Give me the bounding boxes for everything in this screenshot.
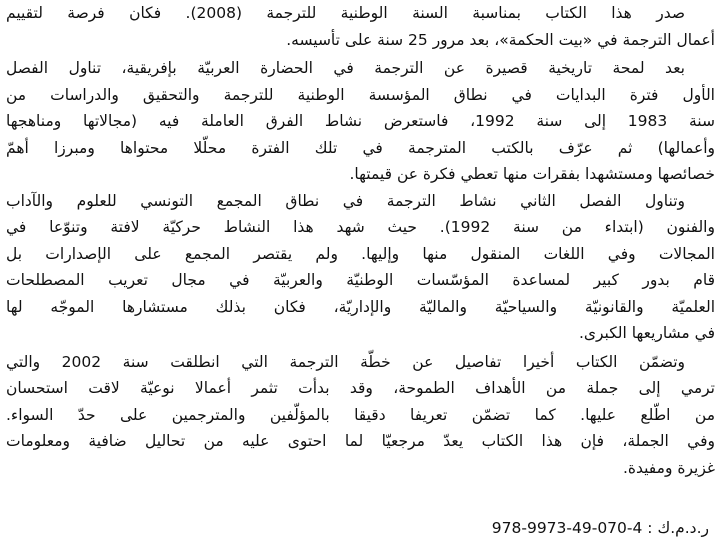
text-line: من اطّلع عليها. كما تضمّن تعريفا دقيقا بالمؤلّفين والمترجمين على حدّ السواء.: [6, 405, 715, 424]
text-line: بعد لمحة تاريخية قصيرة عن الترجمة في الحضارة العربيّة بإفريقية، تناول الفصل: [6, 59, 685, 77]
text-line: في مشاريعها الكبرى.: [578, 324, 715, 342]
isbn-line: [492, 515, 709, 541]
text-line: الأول فترة البدايات في نطاق المؤسسة الوطنية للترجمة والتحقيق والدراسات من: [6, 85, 715, 104]
text-line: والفنون (ابتداء من سنة 1992). حيث شهد هذا النشاط حركيّة لافتة وتنوّعا في: [6, 218, 715, 236]
text-line: وتضمّن الكتاب أخيرا تفاصيل عن خطّة الترجمة التي انطلقت سنة 2002 والتي: [6, 352, 685, 371]
text-line: غزيرة ومفيدة.: [622, 458, 715, 477]
text-line: قام بدور كبير لمساعدة المؤسّسات الوطنيّة والعربيّة في مجال تعريب المصطلحات: [6, 271, 715, 289]
paragraph-1: [6, 0, 715, 53]
paragraph-4: [6, 349, 715, 482]
text-line: وتناول الفصل الثاني نشاط الترجمة في نطاق المجمع التونسي للعلوم والآداب: [6, 191, 685, 210]
text-line: ترمي إلى جملة من الأهداف الطموحة، وقد بدأت تثمر أعمالا نوعيّة لاقت استحسان: [6, 379, 715, 397]
text-line: سنة 1983 إلى سنة 1992، فاستعرض نشاط الفرق العاملة فيه (مجالاتها ومناهجها: [6, 112, 715, 130]
text-line: صدر هذا الكتاب بمناسبة السنة الوطنية للترجمة (2008). فكان فرصة لتقييم: [6, 4, 685, 22]
text-line: أعمال الترجمة في «بيت الحكمة»، بعد مرور 25 سنة على تأسيسه.: [286, 30, 715, 49]
paragraph-3: [6, 188, 715, 347]
text-line: وفي الجملة، فإن هذا الكتاب يعدّ مرجعيّا لما احتوى عليه من تحاليل ضافية ومعلومات: [6, 432, 715, 450]
isbn-label: ر.د.م.ك :: [647, 519, 709, 537]
isbn-value: 978-9973-49-070-4: [491, 519, 643, 537]
text-line: العلميّة والقانونيّة والسياحيّة والماليّة والإداريّة، فكان بذلك مستشارها الموجّه لها: [6, 297, 715, 316]
text-line: وأعمالها) ثم عرّف بالكتب المترجمة في تلك الفترة محلّلا محتواها ومبرزا أهمّ: [6, 138, 715, 157]
text-line: خصائصها ومستشهدا بفقرات منها تعطي فكرة عن قيمتها.: [349, 165, 715, 183]
text-line: المجالات وفي اللغات المنقول منها وإليها. ولم يقتصر المجمع على الإصدارات بل: [6, 244, 715, 263]
paragraph-2: [6, 55, 715, 188]
